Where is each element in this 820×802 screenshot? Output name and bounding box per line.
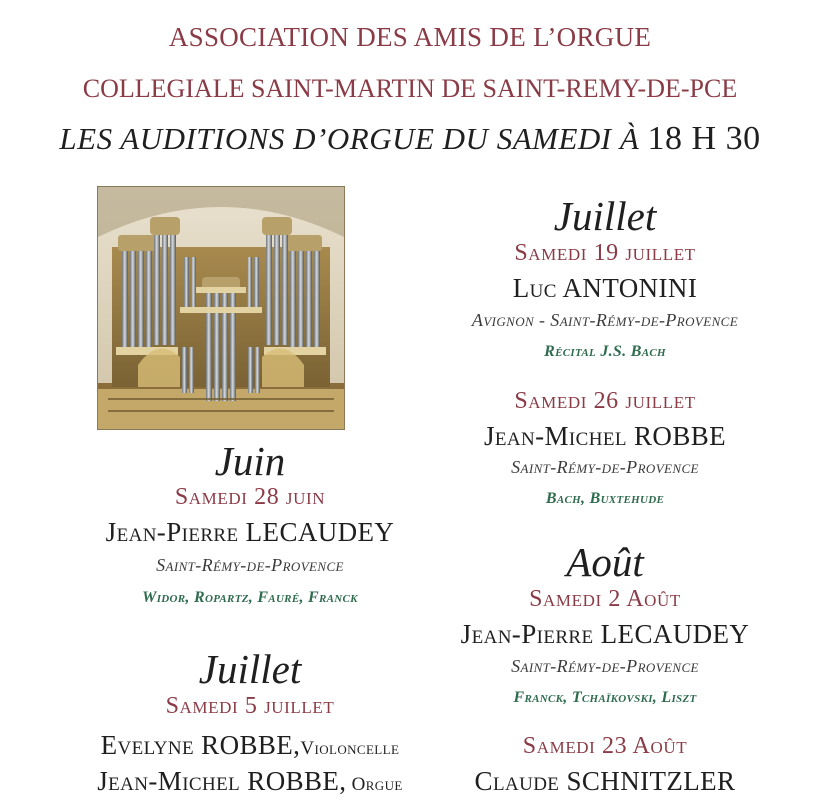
series-time: 18 H 30 (647, 120, 761, 157)
performer-name: Luc ANTONINI (512, 273, 698, 303)
month-heading-juin: Juin (214, 438, 286, 484)
concert-date: Samedi 19 juillet (514, 240, 696, 266)
performer-location: Saint-Rémy-de-Provence (511, 656, 699, 676)
performer-location: Saint-Rémy-de-Provence (156, 555, 344, 575)
concert-program: Widor, Ropartz, Fauré, Franck (142, 589, 358, 606)
performer-name: Jean-Pierre LECAUDEY (460, 619, 750, 649)
association-title: ASSOCIATION DES AMIS DE L’ORGUE (168, 22, 652, 52)
series-heading-text: LES AUDITIONS D’ORGUE DU SAMEDI À (59, 121, 648, 156)
month-heading-juillet: Juillet (198, 646, 302, 692)
performer-location: Avignon - Saint-Rémy-de-Provence (471, 310, 739, 330)
church-subtitle: COLLEGIALE SAINT-MARTIN DE SAINT-REMY-DE-PCE (82, 74, 738, 103)
concert-date: Samedi 2 Août (529, 586, 681, 612)
performer-location: Saint-Rémy-de-Provence (511, 457, 699, 477)
month-heading-aout: Août (566, 539, 644, 585)
performer-name (40, 730, 460, 761)
month-heading-juillet: Juillet (553, 193, 657, 239)
performer-name: Claude SCHNITZLER (474, 766, 736, 796)
concert-date: Samedi 23 Août (522, 733, 688, 759)
performer-name-1: Evelyne ROBBE, (100, 730, 301, 760)
performer-name: Jean-Michel ROBBE (483, 421, 727, 451)
concert-program: Récital J.S. Bach (544, 343, 666, 360)
concert-date: Samedi 28 juin (174, 484, 326, 510)
performer-name: Jean-Pierre LECAUDEY (105, 517, 395, 547)
performer-name (40, 766, 460, 797)
left-column (40, 0, 460, 802)
concert-program: Franck, Tchaïkovski, Liszt (513, 689, 697, 706)
concert-program: Bach, Buxtehude (545, 490, 665, 507)
concert-date: Samedi 26 juillet (514, 388, 696, 414)
concert-date: Samedi 5 juillet (165, 693, 335, 719)
performer-role-2: Orgue (346, 774, 403, 795)
performer-name-2: Jean-Michel ROBBE, (97, 766, 347, 796)
right-column (400, 0, 810, 802)
performer-role-1: Violoncelle (300, 738, 400, 759)
